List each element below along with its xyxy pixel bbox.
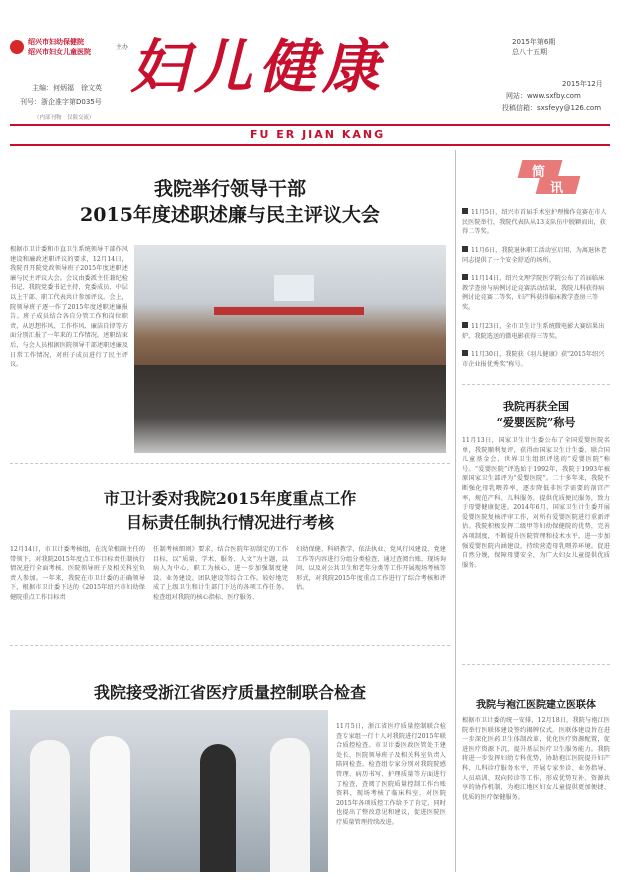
article1-headline-line2: 2015年度述职述廉与民主评议大会 (80, 204, 380, 226)
hospital-logo (10, 40, 24, 54)
brief-bullet (462, 208, 468, 214)
briefs-list (462, 208, 610, 374)
masthead-pinyin: FU ER JIAN KANG (250, 128, 386, 141)
brief-item (462, 246, 610, 274)
email-line: 投稿信箱：sxsfeyy@126.com (502, 104, 602, 112)
article2-col1: 12月14日，市卫计委考核组，在沈荣根副主任的带领下，对我院2015年度点工作目标责任制执行情况进行全面考核。医院领导班子及相关科室负责人参加。一年来，我院在市卫计委的正确领导下，根据市卫计委下达的《2015年绍兴市妇幼保健院重点工作目标责 (10, 546, 145, 601)
article4-headline-line2: “爱婴医院”称号 (496, 416, 576, 429)
issn-line: 刊号：浙企准字第D035号 (20, 98, 102, 106)
photo-person-2 (90, 736, 130, 872)
briefs-header (520, 160, 590, 196)
right-separator-2 (462, 664, 610, 665)
website-line: 网站：www.sxfby.com (506, 92, 581, 100)
brief-text: 11月6日，我院退休职工活动室启用，为离退休老同志提供了一个安全舒适的场所。 (462, 247, 607, 264)
section-separator-1 (10, 463, 450, 464)
brief-bullet (462, 322, 468, 328)
article5-body: 根据市卫计委的统一安排，12月18日，我院与袍江医院举行医联体建设签约揭牌仪式。医联体建设旨在进一步深化医药卫生体制改革，优化医疗资源配置，促进医疗资源下沉，提升基层医疗卫生服务能力。我院将进一步发挥妇幼专科优势，协助袍江医院提升妇产科、儿科诊疗服务水平，开展专家坐诊、业务指导、人员培训、双向转诊等工作，形成优势互补、资源共享的协作机制，为袍江地区妇女儿童提供更加便捷、优质的医疗保健服务。 (462, 717, 610, 801)
brief-item (462, 274, 610, 322)
masthead-rule-top (10, 124, 610, 126)
brief-text: 11月30日，我院获《羽儿健康》获"2015年绍兴市企业报优秀奖"称号。 (462, 351, 605, 368)
brief-item (462, 350, 610, 370)
briefs-label-2: 讯 (550, 181, 564, 196)
masthead-title: 妇儿健康 (130, 33, 387, 101)
photo-audience (134, 365, 446, 453)
photo-screen (274, 275, 314, 301)
section-separator-2 (10, 645, 450, 646)
brief-item (462, 322, 610, 350)
brief-text: 11月5日，绍兴市首届手术室护理操作竞赛在市人民医院举行，我院代表队从13支队伍中脱颖而出，获得二等奖。 (462, 209, 607, 236)
masthead-rule-bottom (10, 144, 610, 146)
right-separator-1 (462, 384, 610, 385)
publication-note: （内部刊物 仅限交流） (34, 115, 95, 121)
brief-bullet (462, 350, 468, 356)
total-issue-number: 总八十五期 (512, 48, 547, 56)
publish-date: 2015年12月 (562, 80, 603, 88)
issue-number: 2015年第6期 (512, 38, 556, 46)
column-divider (455, 150, 456, 872)
photo-banner (214, 307, 364, 315)
photo-person-1 (30, 740, 70, 872)
org-line-1: 绍兴市妇幼保健院 (28, 38, 84, 46)
article3-body: 11月5日，浙江省医疗质量控制联合检查专家组一行十人对我院进行2015年联合质控检查。市卫计委医政医管处王建处长、医院领导班子及相关科室负责人陪同检查。检查组专家分别对我院院感管理、病历书写、护理质量等方面进行了检查，查阅了医院质量控制工作台账资料，现场考核了临床科室，对医院2015年各项质控工作给予了肯定，同时也提出了整改意见和建议，促进医院医疗质量管理持续改进。 (336, 723, 446, 826)
brief-bullet (462, 274, 468, 280)
inspection-photo (10, 710, 328, 872)
article2-headline-line1: 市卫计委对我院2015年度重点工作 (103, 489, 357, 508)
article5-headline: 我院与袍江医院建立医联体 (476, 700, 596, 711)
brief-bullet (462, 246, 468, 252)
sponsor-suffix: 主办 (116, 44, 129, 51)
meeting-photo (134, 245, 446, 453)
brief-item (462, 208, 610, 246)
briefs-label-1: 简 (532, 165, 546, 180)
brief-text: 11月14日，绍兴文理学院医学院公布了首届临床教学查房与病例讨论竞赛活动结果，我院儿科获得病例讨论竞赛二等奖，妇产科获得临床教学查房三等奖。 (462, 275, 605, 311)
photo-person-3 (200, 744, 236, 872)
article2-headline-line2: 目标责任制执行情况进行考核 (125, 513, 334, 532)
editor-line: 主编：何炳福 徐文英 (32, 84, 102, 92)
article1-headline-line1: 我院举行领导干部 (153, 178, 306, 200)
article2-col2: 任制考核细则》要求，结合医院年初制定的工作目标，以“质量、学术、服务、人文”为主题，以病人为中心，职工为核心，进一步加强制度建设、业务建设、团队建设等综合工作。较好地完成了上级卫生和计生部门下达的各项工作任务。检查组对我院的核心指标、医疗服务、 (153, 546, 288, 601)
article3-headline: 我院接受浙江省医疗质量控制联合检查 (93, 683, 366, 702)
article4-headline-line1: 我院再获全国 (503, 400, 569, 413)
article2-col3: 妇幼保健、科研教学、依法执业、党风行风建设、党建工作等内容进行分组分类检查，通过查阅台账、现场询问、以及对公共卫生和老年分类等工作开展现场考核等形式，对我院2015年度重点工作进行了综合考核和评估。 (296, 546, 446, 592)
article1-body: 根据市卫计委和市直卫生系统领导干部作风建设和廉政述职评议的要求，12月14日，我院召开院党政领导班子2015年度述职述廉与民主评议大会。会议由委派主任兼纪检书记、我院党委书记主持，党委成员、中层以上干部、职工代表共计参加评议。会上，院领导班子逐一作了2015年度述职述廉报告。班子成员结合各自分管工作和岗位职责，从思想作风、工作作风、廉洁自律等方面分别汇报了一年来的工作情况。述职结束后，与会人员根据医院领导干部述职述廉及日常工作情况，对班子成员进行了民主评议。 (10, 246, 128, 369)
brief-text: 11月23日，全市卫生计生系统微电影大赛结果出炉，我院选送的微电影获得三等奖。 (462, 323, 605, 340)
article4-body: 11月13日，国家卫生计生委公布了全国爱婴医院名单，我院顺利复评，获得由国家卫生计生委、联合国儿童基金会、世界卫生组织评选的“爱婴医院”称号。“爱婴医院”评选始于1992年，我院于1993年被原国家卫生部评为“爱婴医院”。二十多年来，我院不断强化母乳喂养率，逐步降低非医学需要的剖宫产率，规范产科、儿科服务，提供优质便民服务，致力于母婴健康促进。2014年6月，国家卫生计生委开展爱婴医院复核评审工作，对所有爱婴医院进行重新评估。我院积极发挥二级甲等妇幼保健院的优势，完善各项制度，不断提升医院管理和技术水平，进一步加强爱婴医院内涵建设，持续营造母乳喂养环境。促进自然分娩，保障母婴安全，为广大妇女儿童提供优质服务。 (462, 437, 610, 569)
photo-person-4 (270, 738, 310, 872)
org-line-2: 绍兴市妇女儿童医院 (28, 48, 91, 56)
